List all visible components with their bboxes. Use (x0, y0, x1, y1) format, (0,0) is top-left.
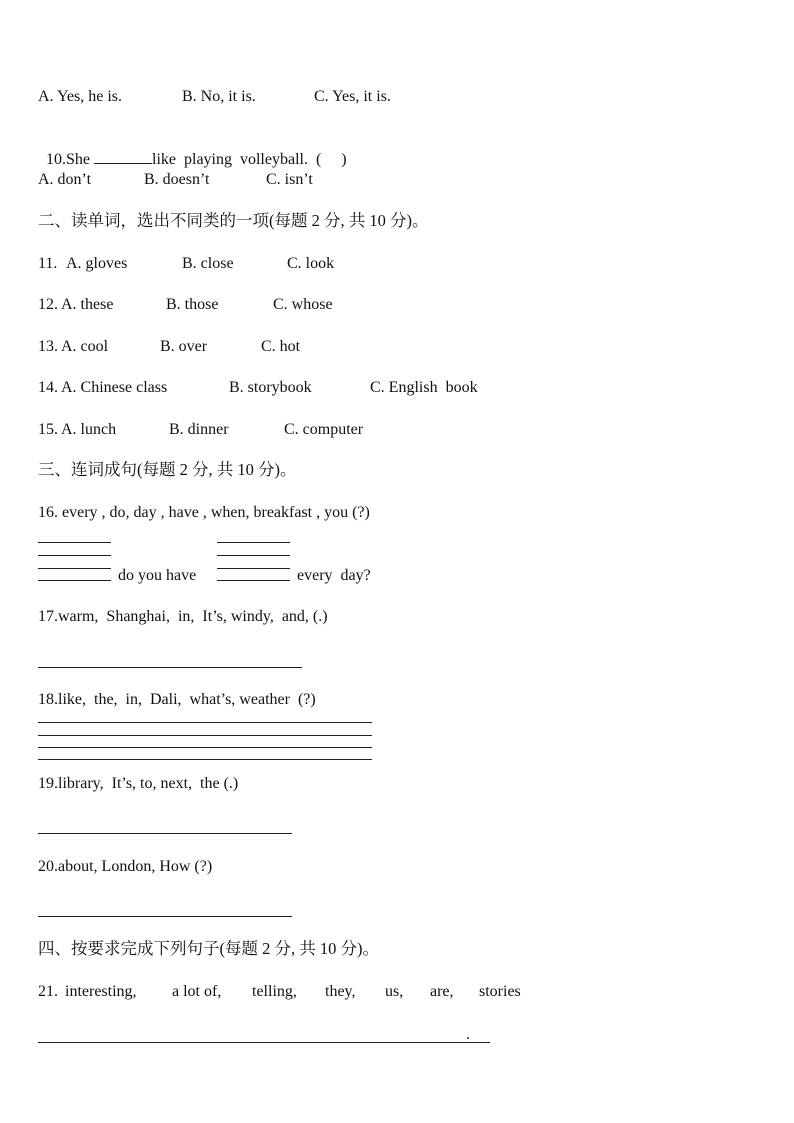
q21-word-1: interesting, (65, 983, 137, 1000)
q10-blank[interactable] (94, 149, 152, 164)
q18-prompt: 18.like, the, in, Dali, what’s, weather (?) (38, 691, 316, 708)
q10-option-c: C. isn’t (266, 171, 313, 188)
q14-option-b: B. storybook (229, 379, 312, 396)
q16-answer-line-1b[interactable] (38, 555, 111, 556)
q17-prompt: 17.warm, Shanghai, in, It’s, windy, and, (.) (38, 608, 328, 625)
q15-option-c: C. computer (284, 421, 364, 438)
q15-number: 15. (38, 421, 58, 438)
section3-heading: 三、连词成句(每题 2 分, 共 10 分)。 (38, 460, 297, 479)
q18-answer-line-1[interactable] (38, 722, 372, 723)
q19-prompt: 19.library, It’s, to, next, the (.) (38, 775, 239, 792)
q10-option-a: A. don’t (38, 171, 92, 188)
q15-option-b: B. dinner (169, 421, 229, 438)
q16-answer-line-1c[interactable] (38, 568, 111, 569)
q16-answer-line-1d[interactable] (38, 580, 111, 581)
q11-option-c: C. look (287, 255, 335, 272)
q9-option-c: C. Yes, it is. (314, 88, 391, 105)
q18-answer-line-3[interactable] (38, 747, 372, 748)
q15-option-a: A. lunch (61, 421, 117, 438)
q16-answer-line-2c[interactable] (217, 568, 290, 569)
q21-end-mark: . (466, 1026, 470, 1043)
q10-suffix: like playing volleyball. ( ) (152, 151, 347, 168)
q16-end-text: every day? (297, 567, 371, 584)
q16-answer-line-1a[interactable] (38, 542, 111, 543)
q12-option-c: C. whose (273, 296, 333, 313)
q10-question (38, 129, 347, 170)
q13-option-b: B. over (160, 338, 208, 355)
q21-number: 21. (38, 983, 58, 1000)
q12-option-b: B. those (166, 296, 219, 313)
q13-number: 13. (38, 338, 58, 355)
q21-answer-line[interactable] (38, 1042, 490, 1043)
q18-answer-line-4[interactable] (38, 759, 372, 760)
section4-heading: 四、按要求完成下列句子(每题 2 分, 共 10 分)。 (38, 939, 379, 958)
q16-prompt: 16. every , do, day , have , when, breakfast , you (?) (38, 504, 370, 521)
q14-option-a: A. Chinese class (61, 379, 168, 396)
q9-option-b: B. No, it is. (182, 88, 256, 105)
q9-option-a: A. Yes, he is. (38, 88, 123, 105)
q21-word-6: are, (430, 983, 454, 1000)
q12-number: 12. (38, 296, 58, 313)
q21-word-5: us, (385, 983, 404, 1000)
q19-answer-line[interactable] (38, 833, 292, 834)
q20-prompt: 20.about, London, How (?) (38, 858, 213, 875)
q11-number: 11. (38, 255, 62, 272)
q16-answer-line-2b[interactable] (217, 555, 290, 556)
q13-option-a: A. cool (61, 338, 109, 355)
q21-word-2: a lot of, (172, 983, 222, 1000)
q21-word-4: they, (325, 983, 356, 1000)
q18-answer-line-2[interactable] (38, 735, 372, 736)
q14-option-c: C. English book (370, 379, 478, 396)
q20-answer-line[interactable] (38, 916, 292, 917)
q16-answer-line-2a[interactable] (217, 542, 290, 543)
q21-word-3: telling, (252, 983, 297, 1000)
q14-number: 14. (38, 379, 58, 396)
q17-answer-line[interactable] (38, 667, 302, 668)
q12-option-a: A. these (61, 296, 114, 313)
section2-heading: 二、读单词，选出不同类的一项(每题 2 分, 共 10 分)。 (38, 211, 429, 230)
q16-answer-line-2d[interactable] (217, 580, 290, 581)
q10-option-b: B. doesn’t (144, 171, 210, 188)
q21-word-7: stories (479, 983, 521, 1000)
q16-mid-text: do you have (118, 567, 197, 584)
q13-option-c: C. hot (261, 338, 301, 355)
q10-prefix: 10.She (46, 151, 94, 168)
q11-option-b: B. close (182, 255, 234, 272)
q11-option-a: A. gloves (66, 255, 128, 272)
